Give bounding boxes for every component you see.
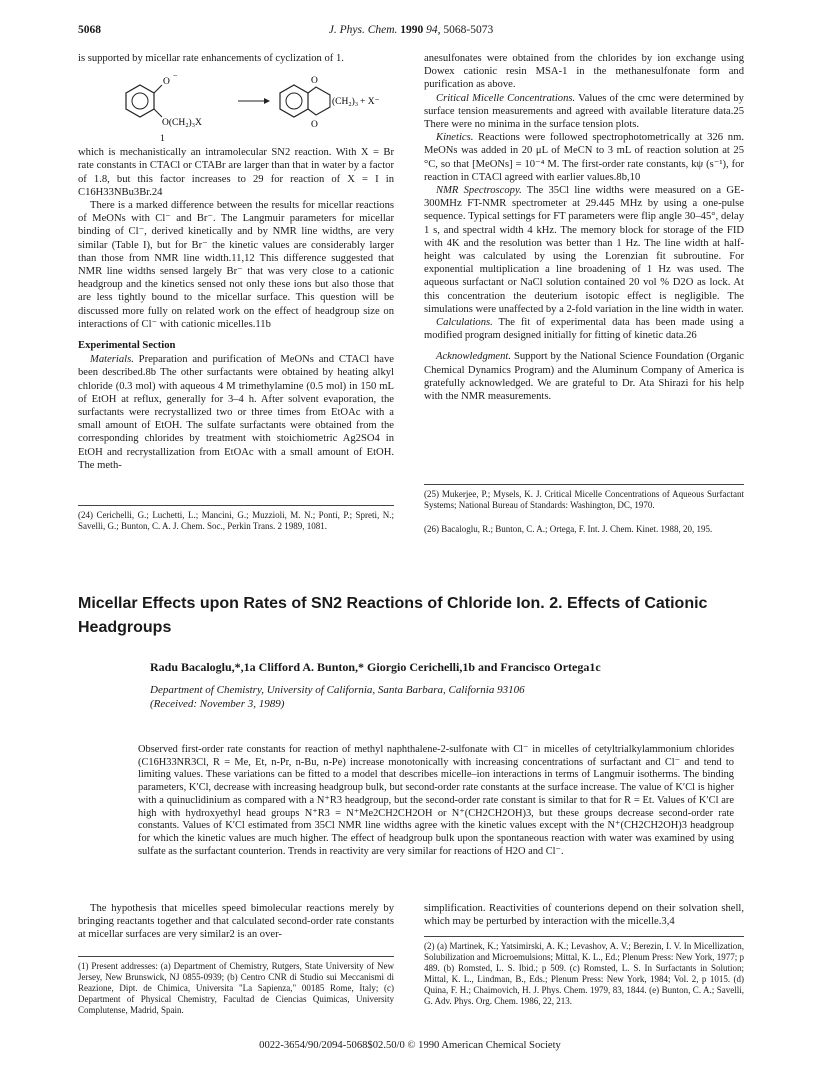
reaction-scheme [78, 67, 394, 143]
acknowledgment-text: Support by the National Science Foundation (Organic Chemical Dynamics Program) and the Aluminum Company of America is gratefully acknowledged. We are grateful to Dr. Ata Shirazi for his help with the NMR measurements. [424, 351, 744, 403]
fused-ring [308, 87, 330, 115]
journal-citation [78, 24, 744, 36]
journal-volume: 94, [426, 24, 441, 36]
right-paragraph-0: anesulfonates were obtained from the chlorides by ion exchange using Dowex cationic resin MSA-1 in the methanesulfonate form and purification as above. [424, 53, 744, 91]
left-oxide-charge: − [173, 71, 178, 81]
left-column [78, 52, 394, 472]
left-footnote-rule [78, 505, 394, 506]
running-header [78, 24, 744, 42]
leaving-group-label: + X⁻ [360, 97, 380, 108]
acknowledgment-label: Acknowledgment. [436, 351, 512, 363]
title-line-1: Micellar Effects upon Rates of SN2 Reactions of Chloride Ion. 2. Effects of Cationic [78, 595, 708, 612]
calculations-label: Calculations. [436, 317, 493, 329]
abstract: Observed first-order rate constants for reaction of methyl naphthalene-2-sulfonate with Cl⁻ in micelles of cetyltrialkylammonium chlorides (C16H33NR3Cl, R = Me, Et, n-Pr, n-Bu, n-Pe) increase monotonically with increasing concentrations of surfactant and Cl⁻ and tend to limiting values. These variations can be fitted to a model that describes micelle–ion interactions in terms of Langmuir isotherms. The binding parameters, K′Cl, decrease with increasing headgroup bulk, but second-order rate constants at the surface increase. The value of K′Cl is higher with a quinuclidinium as compared with a N⁺R3 headgroup, but the second-order rate constant is similar to that for R = Et. Values of K′Cl are high with hydroxyethyl head groups N⁺R3 = N⁺Me2CH2CH2OH or N⁺(CH2CH2OH)3, but these groups decrease second-order rate constants. Values of K′Cl estimated from 35Cl NMR line widths agree with the kinetic values except with the N⁺(CH2CH2OH)3 headgroup for which the kinetic values are much higher. The effect of headgroup bulk upon the spontaneous reaction with water was examined by using sulfate as the surfactant counterion. Trends in reactivity are very similar for reactions of H2O and Cl⁻. [138, 744, 734, 857]
materials-text: Preparation and purification of MeONs and CTACl have been described.8b The other surfactants were obtained by heating alkyl chloride (0.3 mol) with aqueous 4 M trimethylamine (0.5 mol) in 150 mL of EtOH at reflux, generally for 3–4 h. After solvent evaporation, the surfactants were recrystallized two or three times from EtOAc with a small amount of EtOH. The sulfate surfactants were obtained from the corresponding chlorides by treatment with stoichiometric Ag2SO4 in EtOH and recrystallization from EtOAc with a small amount of EtOH. The meth- [78, 354, 394, 471]
cmc-text: Values of the cmc were determined by surface tension measurements and agreed with available literature data.25 There were no minima in the surface tension plots. [424, 92, 744, 131]
left-paragraph-2: There is a marked difference between the results for micellar reactions of MeONs with Cl⁻ and Br⁻. The Langmuir parameters for micellar binding of Cl⁻, derived kinetically and by NMR line widths, are very similar (Table I), but for Br⁻ the kinetic values are considerably larger than those from NMR line width.11,12 This difference suggested that NMR line widths sensed largely Br⁻ that was very close to a cationic headgroup and the kinetics sensed not only these ions but also those that are less tightly bound to the micellar surface. This question will be discussed more fully on related work on the effect of headgroup size on interactions of Cl⁻ with cationic micelles.11b [78, 200, 394, 330]
calculations-text: The fit of experimental data has been made using a modified program designed initially for fitting of kinetic data.26 [424, 317, 744, 342]
footnote-25: (25) Mukerjee, P.; Mysels, K. J. Critical Micelle Concentrations of Aqueous Surfactant Systems; National Bureau of Standards: Washington, DC, 1970. [424, 489, 744, 510]
footnote-24: (24) Cerichelli, G.; Luchetti, L.; Mancini, G.; Muzzioli, M. N.; Ponti, P.; Spreti, N.; Savelli, G.; Bunton, C. A. J. Chem. Soc., Perkin Trans. 2 1989, 1081. [78, 510, 394, 531]
nmr-text: The 35Cl line widths were measured on a GE-300MHz FT-NMR spectrometer at 29.445 MHz by using a one-pulse sequence. Typical settings for FT parameters were flip angle 30–45°, delay 1 s, and spectral width 4 kHz. The memory block for storage of the FID with 4K and the resolution was better than 1 Hz. The line width at half-height was calculated by using the Lorenzian fit subroutine. For exponential multiplication a line broadening of 1 Hz was used. The aqueous surfactant or NaCl solution contained 20 vol % D2O as lock. At this concentration the deuterium isotopic effect is negligible. The simulations were unaffected by a 2-fold variation in the line width in water. [424, 185, 744, 315]
copyright-footer: 0022-3654/90/2094-5068$02.50/0 © 1990 American Chemical Society [259, 1040, 561, 1051]
intro-right-text: simplification. Reactivities of counterions depend on their solvation shell, which may be perturbed by interaction with the micelle.3,4 [424, 903, 744, 928]
footnote-2: (2) (a) Martinek, K.; Yatsimirski, A. K.; Levashov, A. V.; Berezin, I. V. In Micellization, Solubilization and Microemulsions; Mittal, K. L., Ed.; Plenum Press: New York, 1977; p 489. (b) Romsted, L. S. Ibid.; p 509. (c) Romsted, L. S. In Surfactants in Solution; Mittal, K. L., Lindman, B., Eds.; Plenum Press: New York, 1984; Vol. 2, p 1015. (d) Quina, F. H.; Chaimovich, H. J. Phys. Chem. 1979, 83, 1844. (e) Bunton, C. A.; Savelli, G. Adv. Phys. Org. Chem. 1986, 22, 213. [424, 941, 744, 1006]
footnote-1: (1) Present addresses: (a) Department of Chemistry, Rutgers, State University of New Jersey, New Brunswick, NJ 0855-0939; (b) Centro CNR di Studio sui Meccanismi di Reazione, Dipt. de Chimica, Universita "La Sapienza," 00185 Rome, Italy; (c) Department of Physical Chemistry, Facultad de Ciencias Quimicas, University Complutense, Madrid, Spain. [78, 961, 394, 1015]
kinetics-paragraph [424, 131, 744, 184]
left-benzene-ring [126, 85, 154, 117]
materials-label: Materials. [90, 354, 134, 366]
journal-year: 1990 [400, 24, 424, 36]
kinetics-label: Kinetics. [436, 132, 474, 144]
bottom-left-footnote-rule [78, 956, 394, 957]
calculations-paragraph [424, 316, 744, 342]
affiliation-block [150, 684, 750, 711]
left-chain-label: O(CH₂)₃X [162, 118, 202, 129]
fused-chain-label: (CH₂)₃ [332, 97, 359, 108]
nmr-label: NMR Spectroscopy. [436, 185, 522, 197]
journal-name: J. Phys. Chem. [328, 24, 398, 36]
fused-o-label: O [311, 76, 318, 87]
right-column [424, 52, 744, 403]
received-date: (Received: November 3, 1989) [150, 697, 285, 710]
footnote-26: (26) Bacaloglu, R.; Bunton, C. A.; Ortega, F. Int. J. Chem. Kinet. 1988, 20, 195. [424, 524, 713, 534]
journal-pages: 5068-5073 [443, 24, 494, 36]
intro-right [424, 902, 744, 928]
materials-paragraph [78, 353, 394, 472]
page-number: 5068 [78, 24, 101, 36]
kinetics-text: Reactions were followed spectrophotometrically at 326 nm. MeONs was added in 20 μL of MeCN to 3 mL of reaction solution at 25 °C, so that [MeONs] = 10⁻⁴ M. The first-order rate constants, kψ (s⁻¹), for reaction in CTACl agreed with earlier values.8b,10 [424, 132, 744, 183]
left-aromatic-circle [132, 93, 148, 109]
left-chain-bond [154, 109, 162, 117]
title-line-2: Headgroups [78, 619, 172, 636]
left-paragraph-0: is supported by micellar rate enhancements of cyclization of 1. [78, 53, 344, 64]
reaction-scheme-drawing [78, 67, 394, 143]
compound-number: 1 [160, 134, 165, 144]
cmc-paragraph [424, 92, 744, 132]
left-paragraph-1: which is mechanistically an intramolecular SN2 reaction. With X = Br rate constants in CTACl or CTABr are larger than that in water by a factor of 1.8, but this factor increases to 29 for reaction of X = I in C16H33NBu3Br.24 [78, 147, 394, 198]
right-footnote-rule [424, 484, 744, 485]
acknowledgment-paragraph [424, 350, 744, 403]
intro-left-text: The hypothesis that micelles speed bimolecular reactions merely by bringing reactants together and that calculated second-order rate constants at micellar surfaces are very similar2 is an over- [78, 903, 394, 941]
experimental-heading: Experimental Section [78, 340, 176, 352]
right-aromatic-circle [286, 93, 302, 109]
author-list: Radu Bacaloglu,*,1a Clifford A. Bunton,* Giorgio Cerichelli,1b and Francisco Ortega1c [150, 660, 601, 674]
fused-o2-label: O [311, 120, 318, 131]
left-oxide-label: O [163, 77, 170, 88]
intro-left [78, 902, 394, 942]
cmc-label: Critical Micelle Concentrations. [436, 92, 576, 104]
nmr-paragraph [424, 184, 744, 316]
affiliation: Department of Chemistry, University of California, Santa Barbara, California 93106 [150, 684, 525, 696]
reaction-arrow-head [264, 98, 270, 104]
left-o-bond [154, 85, 162, 93]
article-title [78, 592, 744, 640]
right-benzene-ring [280, 85, 308, 117]
bottom-right-footnote-rule [424, 936, 744, 937]
